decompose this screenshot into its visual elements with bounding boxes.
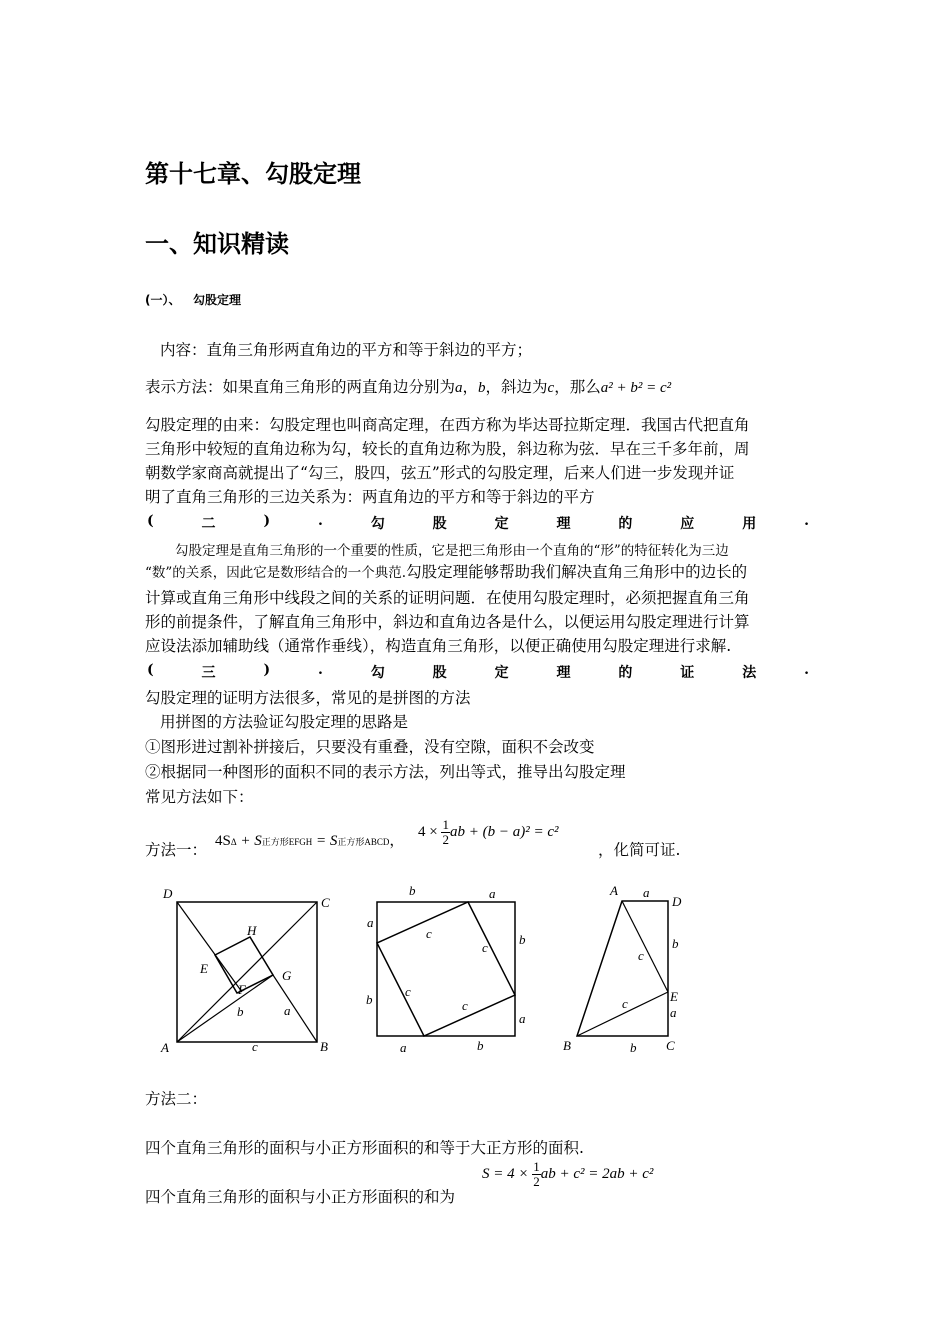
eq-separator: ， — [389, 833, 405, 849]
label-left-a: a — [367, 915, 374, 930]
label-inner-c-1: c — [638, 948, 644, 963]
heading-char: 股 — [432, 516, 447, 532]
heading-char: 理 — [556, 665, 571, 681]
origin-line: 朝数学家商高就提出了“勾三，股四，弦五”形式的勾股定理，后来人们进一步发现并证 — [145, 464, 735, 482]
application-line: 应设法添加辅助线（通常作垂线），构造直角三角形，以便正确使用勾股定理进行求解. — [145, 637, 732, 655]
section-title: 一、知识精读 — [145, 230, 289, 258]
label-inner-c-2: c — [482, 940, 488, 955]
application-line-2 — [145, 560, 747, 584]
eq-term: = S — [312, 833, 338, 849]
label-side-b: b — [237, 1004, 244, 1019]
label-a: A — [161, 1040, 169, 1055]
application-line: 勾股定理是直角三角形的一个重要的性质，它是把三角形由一个直角的“形”的特征转化为三边 — [175, 543, 729, 559]
label-side-a: a — [284, 1003, 291, 1018]
eq-term: + S — [236, 833, 262, 849]
figure-2-tilted-square — [360, 880, 535, 1060]
fraction-half — [441, 818, 450, 847]
label-e: E — [200, 961, 208, 976]
figure-3-trapezoid — [555, 878, 705, 1058]
method1-equation-1 — [215, 829, 404, 850]
heading-char: . — [804, 662, 809, 678]
heading-char: 定 — [494, 516, 509, 532]
proof-line: ①图形进过割补拼接后，只要没有重叠，没有空隙，面积不会改变 — [145, 738, 595, 756]
subsection-1-number: (一）、 — [145, 293, 181, 307]
heading-char: 应 — [680, 516, 695, 532]
expression-comma: ， — [462, 378, 479, 396]
segment-bg — [273, 975, 317, 1042]
chapter-title: 第十七章、勾股定理 — [145, 160, 361, 188]
label-c: C — [321, 895, 330, 910]
method2-line-1: 四个直角三角形的面积与小正方形面积的和等于大正方形的面积. — [145, 1139, 584, 1157]
heading-char: 勾 — [370, 516, 385, 532]
proof-line: 勾股定理的证明方法很多，常见的是拼图的方法 — [145, 689, 471, 707]
label-left-b: b — [366, 992, 373, 1007]
label-g: G — [282, 968, 292, 983]
label-bottom-b: b — [477, 1038, 484, 1053]
eq-term: ab + (b − a)² = c² — [449, 823, 559, 840]
label-top-b: b — [409, 883, 416, 898]
heading-char: ( — [147, 513, 154, 529]
segment-df — [177, 902, 242, 992]
label-right-a: a — [670, 1005, 677, 1020]
heading-char: . — [804, 513, 809, 529]
inner-tilted-square — [377, 902, 515, 1036]
label-bottom-a: a — [400, 1040, 407, 1055]
heading-char: 股 — [432, 665, 447, 681]
heading-char: 的 — [618, 665, 633, 681]
application-paragraph — [145, 586, 750, 658]
subsection-2-heading — [147, 513, 809, 533]
eq-term: ab + c² = 2ab + c² — [540, 1165, 654, 1182]
expression-prefix: 表示方法：如果直角三角形的两直角边分别为 — [145, 378, 456, 396]
method2-label: 方法二： — [145, 1090, 208, 1108]
origin-line: 三角形中较短的直角边称为勾，较长的直角边称为股，斜边称为弦．早在三千多年前，周 — [145, 440, 750, 458]
eq-sub: 正方形ABCD — [337, 837, 390, 847]
method2-line-2: 四个直角三角形的面积与小正方形面积的和为 — [145, 1188, 456, 1206]
heading-char: 证 — [680, 665, 695, 681]
label-inner-c-2: c — [622, 996, 628, 1011]
method1-tail: ，化简可证. — [598, 841, 681, 859]
label-e: E — [670, 989, 678, 1004]
heading-char: 三 — [201, 665, 216, 681]
origin-line: 勾股定理的由来：勾股定理也叫商高定理，在西方称为毕达哥拉斯定理．我国古代把直角 — [145, 416, 750, 434]
eq-sub: 正方形EFGH — [261, 837, 313, 847]
expression-then: ，那么 — [554, 378, 601, 396]
heading-char: 的 — [618, 516, 633, 532]
label-h: H — [247, 923, 257, 938]
heading-char: 勾 — [370, 665, 385, 681]
heading-char: 理 — [556, 516, 571, 532]
eq-term: S = 4 × — [482, 1165, 529, 1182]
var-c: c — [547, 380, 555, 396]
heading-char: . — [317, 662, 323, 678]
label-c: C — [666, 1038, 675, 1053]
label-f: F — [238, 982, 246, 997]
heading-char: ) — [263, 513, 271, 529]
label-b: B — [563, 1038, 571, 1053]
pythagorean-formula: a² + b² = c² — [600, 380, 672, 396]
label-b: B — [320, 1039, 328, 1054]
proof-line: 常见方法如下： — [145, 788, 254, 806]
origin-line: 明了直角三角形的三边关系为：两直角边的平方和等于斜边的平方 — [145, 488, 595, 506]
label-bottom-b: b — [630, 1040, 637, 1055]
label-a: A — [610, 883, 618, 898]
var-a: a — [455, 380, 463, 396]
method1-equation-2 — [418, 818, 558, 847]
segment-ae — [622, 901, 668, 992]
heading-char: . — [317, 513, 323, 529]
heading-char: 二 — [201, 516, 216, 532]
label-inner-c-4: c — [462, 998, 468, 1013]
segment-ag — [177, 975, 273, 1042]
content-line: 内容：直角三角形两直角边的平方和等于斜边的平方； — [160, 341, 533, 359]
heading-char: ) — [263, 662, 271, 678]
eq-term: 4S — [215, 833, 231, 849]
fraction-half — [532, 1160, 541, 1189]
label-d: D — [163, 886, 173, 901]
label-top-a: a — [643, 885, 650, 900]
origin-paragraph — [145, 413, 750, 509]
fraction-denominator: 2 — [533, 1174, 540, 1189]
eq-sub: Δ — [230, 837, 237, 847]
heading-char: 用 — [742, 516, 757, 532]
method2-formula — [482, 1160, 653, 1189]
heading-char: 定 — [494, 665, 509, 681]
fraction-numerator: 1 — [533, 1159, 540, 1174]
label-d: D — [672, 894, 682, 909]
trapezoid-abcd — [577, 901, 668, 1036]
subsection-1-title: 勾股定理 — [193, 293, 242, 307]
label-inner-c-1: c — [426, 926, 432, 941]
label-side-c: c — [252, 1039, 258, 1054]
fraction-numerator: 1 — [442, 817, 449, 832]
label-inner-c-3: c — [405, 984, 411, 999]
label-right-a: a — [519, 1011, 526, 1026]
figure-1-square-diagram — [155, 880, 345, 1060]
method1-label: 方法一： — [145, 841, 208, 859]
application-fragment: “数”的关系，因此它是数形结合的一个典范. — [145, 565, 407, 581]
fraction-denominator: 2 — [442, 832, 449, 847]
label-right-b: b — [519, 932, 526, 947]
application-fragment: 勾股定理能够帮助我们解决直角三角形中的边长的 — [406, 563, 748, 581]
expression-mid: ，斜边为 — [485, 378, 548, 396]
proof-line: ②根据同一种图形的面积不同的表示方法，列出等式，推导出勾股定理 — [145, 763, 626, 781]
var-b: b — [478, 380, 486, 396]
outer-square — [377, 902, 515, 1036]
expression-line — [145, 375, 671, 400]
label-right-b: b — [672, 936, 679, 951]
application-line: 形的前提条件，了解直角三角形中，斜边和直角边各是什么，以便运用勾股定理进行计算 — [145, 613, 750, 631]
proof-line: 用拼图的方法验证勾股定理的思路是 — [160, 713, 409, 731]
application-line: 计算或直角三角形中线段之间的关系的证明问题．在使用勾股定理时，必须把握直角三角 — [145, 589, 750, 607]
label-top-a: a — [489, 886, 496, 901]
subsection-3-heading — [147, 662, 809, 682]
eq-term: 4 × — [418, 823, 438, 840]
heading-char: ( — [147, 662, 154, 678]
subsection-1-heading — [145, 291, 241, 308]
heading-char: 法 — [742, 665, 757, 681]
